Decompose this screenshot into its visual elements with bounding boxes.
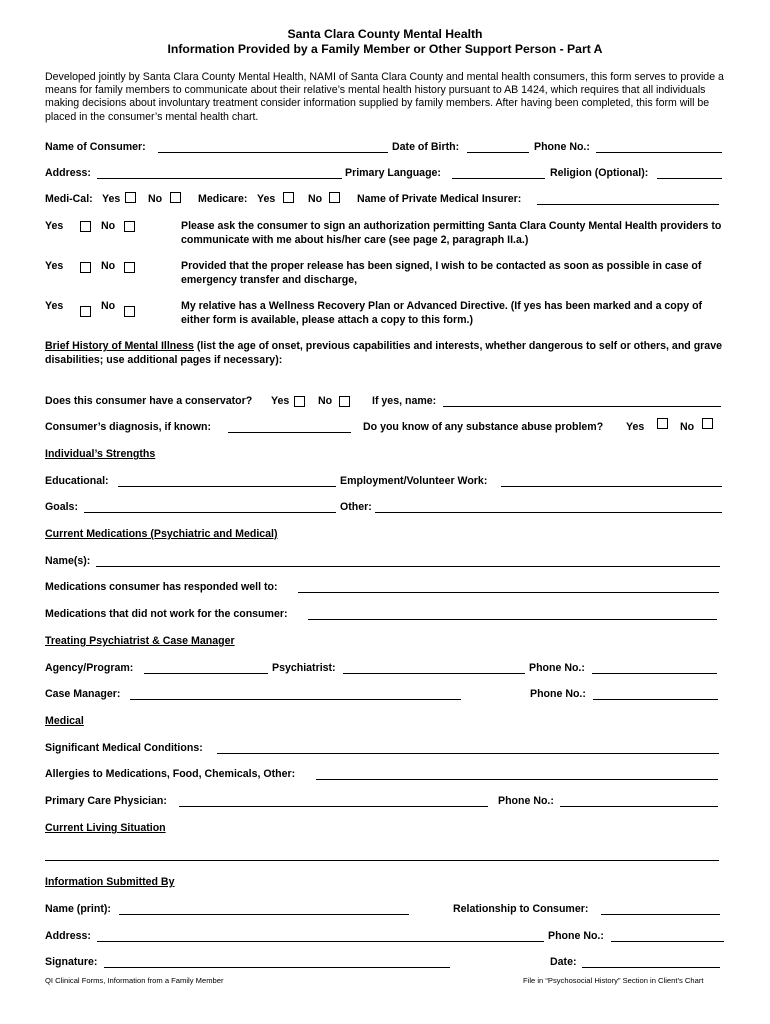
insurer-label: Name of Private Medical Insurer: bbox=[357, 193, 522, 205]
signature-field[interactable] bbox=[104, 967, 450, 968]
employment-field[interactable] bbox=[501, 486, 722, 487]
conditions-field[interactable] bbox=[217, 753, 719, 754]
consumer-address-field[interactable] bbox=[97, 178, 342, 179]
case-manager-field[interactable] bbox=[130, 699, 461, 700]
consent1-no-checkbox[interactable] bbox=[124, 221, 135, 232]
conservator-yes-label: Yes bbox=[271, 395, 290, 407]
consent1-text: Please ask the consumer to sign an authorization permitting Santa Clara County Mental Health providers to communicate with me about his/her care (see page 2, paragraph II.a.) bbox=[181, 220, 722, 246]
medications-heading: Current Medications (Psychiatric and Medical) bbox=[45, 528, 278, 540]
consumer-name-label: Name of Consumer: bbox=[45, 141, 146, 153]
submitter-phone-field[interactable] bbox=[611, 941, 724, 942]
medical-label: Medi-Cal: bbox=[45, 193, 93, 205]
substance-no-label: No bbox=[680, 421, 695, 433]
date-label: Date: bbox=[550, 956, 577, 968]
allergies-field[interactable] bbox=[316, 779, 718, 780]
psychiatrist-phone-field[interactable] bbox=[592, 673, 717, 674]
medical-no-label: No bbox=[148, 193, 163, 205]
treating-heading: Treating Psychiatrist & Case Manager bbox=[45, 635, 235, 647]
goals-field[interactable] bbox=[84, 512, 336, 513]
submitter-name-label: Name (print): bbox=[45, 903, 111, 915]
date-field[interactable] bbox=[582, 967, 720, 968]
consent3-yes-checkbox[interactable] bbox=[80, 306, 91, 317]
relationship-field[interactable] bbox=[601, 914, 720, 915]
allergies-label: Allergies to Medications, Food, Chemicals, Other: bbox=[45, 768, 296, 780]
pcp-label: Primary Care Physician: bbox=[45, 795, 167, 807]
consumer-phone-label: Phone No.: bbox=[534, 141, 590, 153]
case-manager-phone-label: Phone No.: bbox=[530, 688, 586, 700]
substance-yes-label: Yes bbox=[626, 421, 645, 433]
conservator-question: Does this consumer have a conservator? bbox=[45, 395, 253, 407]
consumer-phone-field[interactable] bbox=[596, 152, 722, 153]
consent2-no-checkbox[interactable] bbox=[124, 262, 135, 273]
consent2-yes-checkbox[interactable] bbox=[80, 262, 91, 273]
medical-no-checkbox[interactable] bbox=[170, 192, 181, 203]
educational-field[interactable] bbox=[118, 486, 336, 487]
educational-label: Educational: bbox=[45, 475, 109, 487]
med-names-label: Name(s): bbox=[45, 555, 91, 567]
case-manager-phone-field[interactable] bbox=[593, 699, 718, 700]
conservator-no-checkbox[interactable] bbox=[339, 396, 350, 407]
footer-left: QI Clinical Forms, Information from a Family Member bbox=[45, 976, 224, 985]
submitter-address-field[interactable] bbox=[97, 941, 544, 942]
employment-label: Employment/Volunteer Work: bbox=[340, 475, 488, 487]
med-responded-label: Medications consumer has responded well to: bbox=[45, 581, 278, 593]
med-responded-field[interactable] bbox=[298, 592, 719, 593]
consent2-text: Provided that the proper release has been signed, I wish to be contacted as soon as possible in case of emergency transfer and discharge, bbox=[181, 260, 702, 286]
consent1-yes-label: Yes bbox=[45, 220, 64, 232]
med-notwork-label: Medications that did not work for the consumer: bbox=[45, 608, 288, 620]
form-subtitle: Information Provided by a Family Member or Other Support Person - Part A bbox=[167, 42, 603, 56]
primary-language-field[interactable] bbox=[452, 178, 545, 179]
psychiatrist-field[interactable] bbox=[343, 673, 525, 674]
strengths-heading: Individual’s Strengths bbox=[45, 448, 156, 460]
medical-yes-label: Yes bbox=[102, 193, 121, 205]
consent3-text: My relative has a Wellness Recovery Plan or Advanced Directive. (If yes has been marked and a copy of either form is available, please attach a copy to this form.) bbox=[181, 300, 703, 326]
agency-label: Agency/Program: bbox=[45, 662, 134, 674]
substance-yes-checkbox[interactable] bbox=[657, 418, 668, 429]
case-manager-label: Case Manager: bbox=[45, 688, 121, 700]
insurer-field[interactable] bbox=[537, 204, 719, 205]
submitted-heading: Information Submitted By bbox=[45, 876, 175, 888]
conservator-yes-checkbox[interactable] bbox=[294, 396, 305, 407]
conservator-no-label: No bbox=[318, 395, 333, 407]
other-label: Other: bbox=[340, 501, 372, 513]
religion-field[interactable] bbox=[657, 178, 722, 179]
medicare-no-label: No bbox=[308, 193, 323, 205]
signature-label: Signature: bbox=[45, 956, 98, 968]
agency-field[interactable] bbox=[144, 673, 268, 674]
pcp-phone-label: Phone No.: bbox=[498, 795, 554, 807]
intro-paragraph: Developed jointly by Santa Clara County Mental Health, NAMI of Santa Clara County and mental health consumers, this form serves to provide a means for family members to communicate about their relative’s mental health history pursuant to AB 1424, which requires that all individuals making decisions about involuntary treatment consider information supplied by family members. After having been completed, this form will be placed in the consumer’s mental health chart. bbox=[45, 71, 724, 123]
psychiatrist-label: Psychiatrist: bbox=[272, 662, 336, 674]
submitter-name-field[interactable] bbox=[119, 914, 409, 915]
consumer-name-field[interactable] bbox=[158, 152, 388, 153]
psychiatrist-phone-label: Phone No.: bbox=[529, 662, 585, 674]
religion-label: Religion (Optional): bbox=[550, 167, 649, 179]
form-title: Santa Clara County Mental Health bbox=[287, 27, 483, 41]
consent3-yes-label: Yes bbox=[45, 300, 64, 312]
consent1-no-label: No bbox=[101, 220, 116, 232]
pcp-field[interactable] bbox=[179, 806, 488, 807]
consent2-yes-label: Yes bbox=[45, 260, 64, 272]
diagnosis-label: Consumer’s diagnosis, if known: bbox=[45, 421, 211, 433]
diagnosis-field[interactable] bbox=[228, 432, 351, 433]
living-field[interactable] bbox=[45, 860, 719, 861]
history-heading: Brief History of Mental Illness bbox=[45, 340, 194, 352]
conditions-label: Significant Medical Conditions: bbox=[45, 742, 203, 754]
consent3-no-label: No bbox=[101, 300, 116, 312]
medical-heading: Medical bbox=[45, 715, 84, 727]
relationship-label: Relationship to Consumer: bbox=[453, 903, 589, 915]
consumer-address-label: Address: bbox=[45, 167, 91, 179]
consent1-yes-checkbox[interactable] bbox=[80, 221, 91, 232]
consent2-no-label: No bbox=[101, 260, 116, 272]
living-heading: Current Living Situation bbox=[45, 822, 166, 834]
medical-yes-checkbox[interactable] bbox=[125, 192, 136, 203]
primary-language-label: Primary Language: bbox=[345, 167, 441, 179]
dob-label: Date of Birth: bbox=[392, 141, 460, 153]
medicare-no-checkbox[interactable] bbox=[329, 192, 340, 203]
consent3-no-checkbox[interactable] bbox=[124, 306, 135, 317]
goals-label: Goals: bbox=[45, 501, 78, 513]
footer-right: File in “Psychosocial History” Section in Client’s Chart bbox=[523, 976, 704, 985]
submitter-address-label: Address: bbox=[45, 930, 91, 942]
history-note: (list the age of onset, previous capabilities and interests, whether dangerous to self or others, and grave disabilities; use additional pages if necessary): bbox=[45, 340, 722, 366]
pcp-phone-field[interactable] bbox=[560, 806, 718, 807]
conservator-name-label: If yes, name: bbox=[372, 395, 437, 407]
med-names-field[interactable] bbox=[96, 566, 720, 567]
history-section bbox=[45, 340, 725, 367]
med-notwork-field[interactable] bbox=[308, 619, 717, 620]
medicare-label: Medicare: bbox=[198, 193, 248, 205]
substance-no-checkbox[interactable] bbox=[702, 418, 713, 429]
submitter-phone-label: Phone No.: bbox=[548, 930, 604, 942]
other-field[interactable] bbox=[375, 512, 722, 513]
conservator-name-field[interactable] bbox=[443, 406, 721, 407]
medicare-yes-checkbox[interactable] bbox=[283, 192, 294, 203]
substance-question: Do you know of any substance abuse problem? bbox=[363, 421, 604, 433]
dob-field[interactable] bbox=[467, 152, 529, 153]
medicare-yes-label: Yes bbox=[257, 193, 276, 205]
